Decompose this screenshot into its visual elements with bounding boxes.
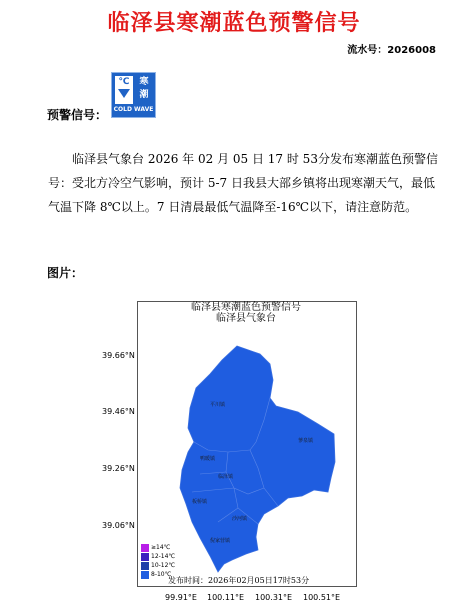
temperature-legend: [141, 543, 175, 579]
y-tick-label: 39.26°N: [102, 464, 135, 473]
y-tick-label: 39.66°N: [102, 351, 135, 360]
legend-swatch: [141, 562, 149, 570]
town-label: 平川镇: [210, 402, 226, 408]
figure-title-line2: 临泽县气象台: [216, 313, 276, 324]
down-arrow-icon: [118, 89, 130, 98]
legend-label: 8-10℃: [151, 571, 172, 578]
legend-label: 12-14℃: [151, 553, 176, 560]
town-label: 倪家营镇: [210, 538, 231, 544]
warning-map-figure: [103, 296, 358, 609]
town-label: 鸭暖镇: [200, 456, 216, 462]
legend-label: ≥14℃: [151, 544, 171, 551]
signal-icon-caption: COLD WAVE: [113, 106, 154, 113]
x-tick-label: 100.31°E: [255, 593, 293, 602]
y-tick-label: 39.46°N: [102, 407, 135, 416]
town-label: 板桥镇: [192, 499, 208, 505]
legend-entry: [141, 552, 175, 561]
town-label: 临泽镇: [218, 474, 234, 480]
figure-title-line1: 临泽县寒潮蓝色预警信号: [191, 302, 301, 313]
picture-label: 图片：: [47, 266, 84, 280]
x-tick-label: 100.51°E: [303, 593, 341, 602]
signal-icon-text: 寒潮: [139, 77, 149, 100]
town-label: 沙河镇: [232, 516, 248, 522]
x-tick-label: 99.91°E: [165, 593, 197, 602]
warning-body: 临泽县气象台 2026 年 02 月 05 日 17 时 53分发布寒潮蓝色预警信号：受北方冷空气影响，预计 5-7 日我县大部乡镇将出现寒潮天气，最低气温下降 8℃以上。7 日清晨最低气温降至-16℃以下，请注意防范。: [48, 152, 438, 214]
figure-title: [137, 302, 355, 324]
signal-label: 预警信号：: [47, 108, 108, 122]
legend-label: 10-12℃: [151, 562, 176, 569]
legend-entry: [141, 543, 175, 552]
legend-entry: [141, 561, 175, 570]
document-title: 临泽县寒潮蓝色预警信号: [107, 11, 361, 36]
town-label: 蓼泉镇: [298, 438, 314, 444]
legend-swatch: [141, 553, 149, 561]
publish-time: 发布时间：2026年02月05日17时53分: [168, 576, 310, 585]
x-tick-label: 100.11°E: [207, 593, 245, 602]
legend-swatch: [141, 571, 149, 579]
thermometer-icon: ℃: [115, 76, 133, 104]
legend-swatch: [141, 544, 149, 552]
cold-wave-signal-icon: [111, 72, 156, 118]
y-tick-label: 39.06°N: [102, 521, 135, 530]
serial-number: 流水号：2026008: [347, 45, 436, 56]
